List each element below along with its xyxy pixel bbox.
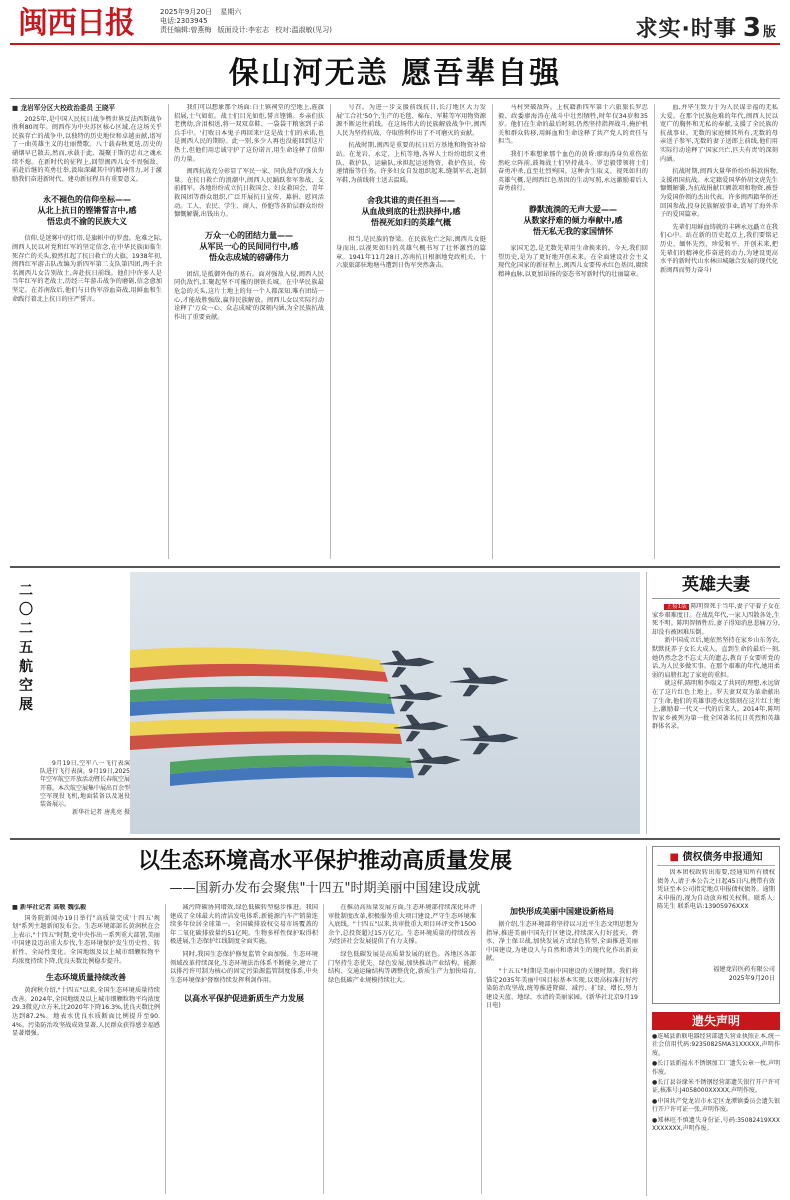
page-unit: 版 [762,25,776,40]
proofreader: 校对:温淑敏(见习) [275,26,333,34]
hero-couple-article [652,572,780,834]
eco-byline: ■ 新华社记者 高敬 魏弘毅 [12,904,87,911]
airshow-vertical-title: 二 〇 二 五 航 空 展 [19,583,33,713]
eco-paragraph: 国务院新闻办19日举行"高质量完成'十四五'规划"系列主题新闻发布会。生态环境部部长黄润秋在会上表示,"十四五"时期,党中央作出一系列重大部署,美丽中国建设迈出重大步伐,生态环境保护发生历史性、转折性、全局性变化。全国地级及以上城市细颗粒物平均浓度持续下降,优良天数比例稳步提升。 [12,914,160,965]
feature-paragraph: 我们不难想象那个血色的黄昏:廖海涛身负重伤依然屹立阵前,鼓舞战士们坚持战斗。罗忠毅带领将士们奋勇冲杀,直至壮烈殉国。这种舍生取义、视死如归的英雄气概,是闽西红色基因的生动写照,永远激励着后人奋勇前行。 [498,150,648,193]
feature-paragraph: 团结,是抵御外侮的基石。面对强敌入侵,闽西人民同仇敌忾,汇聚起坚不可摧的钢铁长城。在中华民族最危急的关头,这片土地上的每一个人都深知,唯有团结一心,才能战胜强敌,赢得民族解放。闽西儿女以实际行动诠释了'万众一心、众志成城'的深刻内涵,为全民族抗战作出了重要贡献。 [174,270,324,321]
eco-paragraph: 减污降碳协同增效,绿色低碳转型稳步推进。我国建成了全球最大的清洁发电体系,新能源汽车产销量连续多年位居全球第一。全国碳排放权交易市场覆盖的年二氧化碳排放量约51亿吨。生物多样性保护取得积极进展,生态保护红线制度全面实施。 [170,904,318,946]
eco-subhead-3: 以高水平保护促进新质生产力发展 [184,994,304,1004]
byline-marker-icon: ■ [12,104,21,112]
feature-subhead-2: 万众一心的团结力量—— 从军民一心的民间同行中,感 悟众志成城的磅礴伟力 [199,230,299,262]
eco-paragraph: 黄润秋介绍,"十四五"以来,全国生态环境质量持续改善。2024年,全国地级及以上城市细颗粒物平均浓度29.3微克/立方米,比2020年下降16.3%,优良天数比例达到87.2%。地表水优良水质断面比例提升至90.4%。污染防治攻坚战成效显著,人民群众获得感幸福感显著增强。 [12,987,160,1038]
notice-signer: 福建龙岩医药有限公司 [713,966,775,973]
notice-title: ■ 债权债务申报通知 [657,851,775,866]
airshow-photo [130,572,640,834]
feature-paragraph: 抗战时期,闽西大量华侨纷纷捐款捐物,支援祖国抗战。永定籍爱国华侨胡文虎先生慷慨解囊,为抗战捐献巨额款项和物资,被誉为爱国侨领的杰出代表。许多闽西籍华侨还回国参战,投身民族解放事业,谱写了海外赤子的爱国篇章。 [660,168,778,219]
feature-paragraph: 抗战时期,闽西是重要的抗日后方基地和物资补给站。在龙岩、永定、上杭等地,各界人士纷纷组织义勇队、救护队、运输队,承担起运送物资、救护伤员、传递情报等任务。许多妇女自发组织起来,缝制军衣,赶制军鞋,为前线将士送去温暖。 [336,142,486,184]
feature-paragraph: 血,并毕生致力于为人民谋幸福的无私大爱。在那个民族危难的年代,闽西人民以宽广的胸怀和无私的奉献,支援了全民族的抗战事业。无数的家庭倾其所有,无数的母亲送子参军,无数的妻子送郎上前线,他们用实际行动诠释了'国家兴亡,匹夫有责'的深刻内涵。 [660,104,778,163]
lost-item: ●郑林旺不慎遗失身份证,号码:35082419XXXXXXXXXX,声明作废。 [652,1116,780,1133]
eco-subhead-1: 生态环境质量持续改善 [46,973,126,983]
feature-paragraph: 马村突破敌阵。上杭籍新四军第十六旅旅长罗忠毅、政委廖海涛在战斗中壮烈牺牲,时年仅34岁和35岁。他们在生命的最后时刻,仍然坚持指挥战斗,掩护机关和群众转移,用鲜血和生命诠释了共产党人的责任与担当。 [498,104,648,146]
feature-subhead-4: 静默流淌的无声大爱—— 从数家抒难的倾力奉献中,感 悟无私无我的家国情怀 [523,204,623,236]
notice-body: 因本团校政转出需要,经通知所有债权债务人,请于本公告之日起45日内,携带有效凭证至本公司指定地点申报债权债务。逾期未申报的,视为自动放弃相关权利。联系人:陈先生 联系电话:13905976XXX [657,869,775,911]
notice-date: 2025年9月20日 [728,975,775,982]
feature-paragraph: 先辈们用鲜血铸就的丰碑永远矗立在我们心中。站在新的历史起点上,我们要铭记历史、缅怀先烈、珍爱和平、开创未来,把先辈们的精神化作奋进的动力,为建设更高水平的新时代山水林田城融合发展的现代化新闽西而努力奋斗! [660,223,778,274]
photo-caption: 9月19日,空军八一飞行表演队进行飞行表演。9月19日,2025年空军航空开放活动暨长春航空展开幕。本次航空展集中展出百余型空军现役飞机,地面装备以及退役装备展示。 [40,760,130,809]
masthead [0,0,790,44]
newspaper-logo: 闽西日报 [18,6,134,41]
eco-paragraph: 在推动高质量发展方面,生态环境部持续深化环评审批制度改革,积极服务重大项目建设,严守生态环境准入底线。"十四五"以来,共审批重大项目环评文件1500余个,总投资超过15万亿元。生态环境质量的持续改善为经济社会发展提供了有力支撑。 [328,904,476,946]
feature-subhead-1: 永不褪色的信仰坐标—— 从北上抗日的铿锵誓言中,感 悟忠贞不渝的民族大义 [37,195,137,227]
eco-subhead-2: 加快形成美丽中国建设新格局 [510,907,614,916]
eco-subheadline: ——国新办发布会聚焦"十四五"时期美丽中国建设成就 [169,881,481,896]
eco-paragraph: 同时,我国生态保护修复监管全面加强。生态环境领域改革持续深化,生态环境法治体系不断健全,建立了以排污许可制为核心的固定污染源监管制度体系,中央生态环境保护督察持续发挥利剑作用。 [170,950,318,984]
feature-headline: 保山河无恙 愿吾辈自强 [228,56,562,91]
phone: 电话:2303945 [160,17,208,25]
lost-item: ●长汀县新福水不锈钢加工厂遗失公章一枚,声明作废。 [652,1060,780,1076]
hero-paragraph: 就这样,陈明和李瑞义了共同的理想,永远留在了这片红色土地上。罗夫妻双双为革命献出了生命,他们的英雄事迹永远铭刻在这片红土地上,激励着一代又一代的后来人。2014年,陈明智家乡被列为第一批全国著名抗日英烈和英雄群体名录。 [652,680,780,731]
eco-paragraph: "十五五"时期是美丽中国建设的关键时期。我们将锚定2035年美丽中国目标基本实现,以更高标准打好污染防治攻坚战,统筹推进降碳、减污、扩绿、增长,努力建设天蓝、地绿、水清的美丽家园。(新华社北京9月19日电) [486,967,638,1010]
section-name: 求实·时事 [635,17,737,42]
issue-date: 2025年9月20日 [160,8,213,16]
photo-credit: 新华社记者 唐兆亮 摄 [72,809,130,817]
feature-paragraph: 闽西抗战充分彰显了军民一家、同仇敌忾的强大力量。在抗日救亡的浪潮中,闽西人民踊跃参军参战、支前拥军。各地纷纷成立抗日救国会、妇女救国会、青年救国团等群众组织,广泛开展抗日宣传、募捐、慰问活动。工人、农民、学生、商人、侨胞等各阶层群众纷纷慷慨解囊,出钱出力。 [174,168,324,219]
eco-paragraph: 绿色低碳发展是高质量发展的底色。各地区各部门坚持生态优先、绿色发展,加快推动产业结构、能源结构、交通运输结构等调整优化,新质生产力加快培育,绿色低碳产业规模持续壮大。 [328,950,476,984]
lost-declarations [652,1012,780,1196]
byline-marker-icon: ■ [12,904,21,911]
feature-paragraph: 我们可以想象那个场面:白土镇祠堂的空地上,旌旗招展,士气如虹。战士们目光如炬,誓言铿锵。乡亲们扶老携幼,含泪相送,将一双双草鞋、一袋袋干粮塞到子弟兵手中。'打败日本鬼子再回来!'这是战士们的承诺,也是闽西人民的期盼。此一别,多少人再也没能回到这片热土,但他们用忠诚守护了这份诺言,用生命诠释了信仰的力量。 [174,104,324,163]
issue-weekday: 星期六 [220,8,242,16]
feature-paragraph: 家国无恙,是无数先辈用生命换来的。今天,我们回望历史,是为了更好地开创未来。在全面建设社会主义现代化国家的新征程上,闽西儿女要传承红色基因,赓续精神血脉,以更加昂扬的姿态书写新时代的壮丽篇章。 [498,244,648,278]
feature-byline: ■ 龙岩军分区大校政治委员 王晓平 [12,104,116,112]
feature-paragraph: 信仰,是迷雾中的灯塔,是旗帜中的罗盘。危难之际,闽西人民以对党和红军的坚定信念,在中华民族面临生死存亡的关头,毅然扛起了抗日救亡的大旗。1938年初,闽西红军游击队改编为新四军第二支队第四团,两千余名闽西儿女告别故土,奔赴抗日前线。他们中许多人是当年红军的老战士,历经三年游击战争的磨砺,信念愈加坚定。在苏南敌后,他们与日伪军浴血奋战,用鲜血和生命践行着北上抗日的庄严誓言。 [12,235,162,303]
editor: 责任编辑:曾燕梅 [160,26,212,34]
feature-paragraph: 担当,是民族的脊梁。在民族危亡之际,闽西儿女挺身而出,以视死如归的英雄气概书写了壮怀激烈的篇章。1941年11月28日,苏南抗日根据地党政机关、十六旅旅部驻地塘马遭到日伪军突然袭击。 [336,236,486,270]
masthead-rule [10,43,780,45]
lost-item: ●连城县新联电器经营部遗失营业执照正本,统一社会信用代码:92350825MA31XXXXX,声明作废。 [652,1033,780,1057]
lost-item: ●长汀县谷缘米不锈钢经营部遗失银行开户许可证,核准号:J4058000XXXXX,声明作废。 [652,1079,780,1095]
hero-paragraph: 陈明智死于当年,妻子守着子女在家乡艰难度日。在战乱年代,一家人四散各处,生死不明。陈明智牺牲后,妻子得知消息悲痛万分,却没有被困难压倒。 [652,603,780,636]
continued-tag: 上接1版 [666,604,687,610]
hero-title: 英雄夫妻 [652,572,780,599]
eco-paragraph: 据介绍,生态环境部将坚持以习近平生态文明思想为指导,推进美丽中国先行区建设,持续深入打好蓝天、碧水、净土保卫战,加快发展方式绿色转型,全面推进美丽中国建设,为建设人与自然和谐共生的现代化作出新贡献。 [486,921,638,963]
airshow-photo-section [10,572,640,834]
feature-subhead-3: 舍我其谁的责任担当—— 从血战到底的壮烈抉择中,感 悟视死如归的英雄气概 [361,196,461,228]
notice-marker-icon: ■ [669,852,683,863]
debt-notice [652,846,780,1004]
designer: 版面设计:李宏志 [217,26,269,34]
lost-title: 遗失声明 [652,1012,780,1030]
feature-paragraph: 号召。为进一步支援前线抗日,长汀地区大力发展'工合社'50个,生产的毛毯、棉布、军鞋等军用物资源源不断运往前线。在这场伟大的民族解放战争中,闽西人民为坚持抗战、夺取胜利作出了不可磨灭的贡献。 [336,104,486,137]
lost-item: ●中国共产党龙岩市永定区龙潭镇委员会遗失银行开户许可证一张,声明作废。 [652,1097,780,1114]
eco-headline: 以生态环境高水平保护推动高质量发展 [137,848,512,874]
page-number: 3 [742,13,761,43]
hero-paragraph: 新中国成立后,她依然坚持在家乡山东务农,默默抚养子女长大成人。直到生命的最后一刻,她仍然念念不忘丈夫的遗志,教育子女要听党的话,为人民多做实事。在那个艰难的年代,她用柔弱的肩膀扛起了家庭的重担。 [652,637,780,679]
feature-paragraph: 2025年,是中国人民抗日战争暨世界反法西斯战争胜利80周年。闽西作为中央苏区核心区域,在这场关乎民族存亡的战争中,以独特的历史地位和卓越贡献,谱写了一曲英雄主义的壮丽赞歌。八十载春秋更迭,历史的硝烟早已散去,然而,承载于此、凝聚于斯的忠贞之魂永续不熄。在新时代的征程上,回望闽西儿女不畏强敌、前赴后继的英勇壮举,汲取深藏其中的精神伟力,对于激励我们奋进新时代、建功新征程具有重要意义。 [12,115,162,183]
